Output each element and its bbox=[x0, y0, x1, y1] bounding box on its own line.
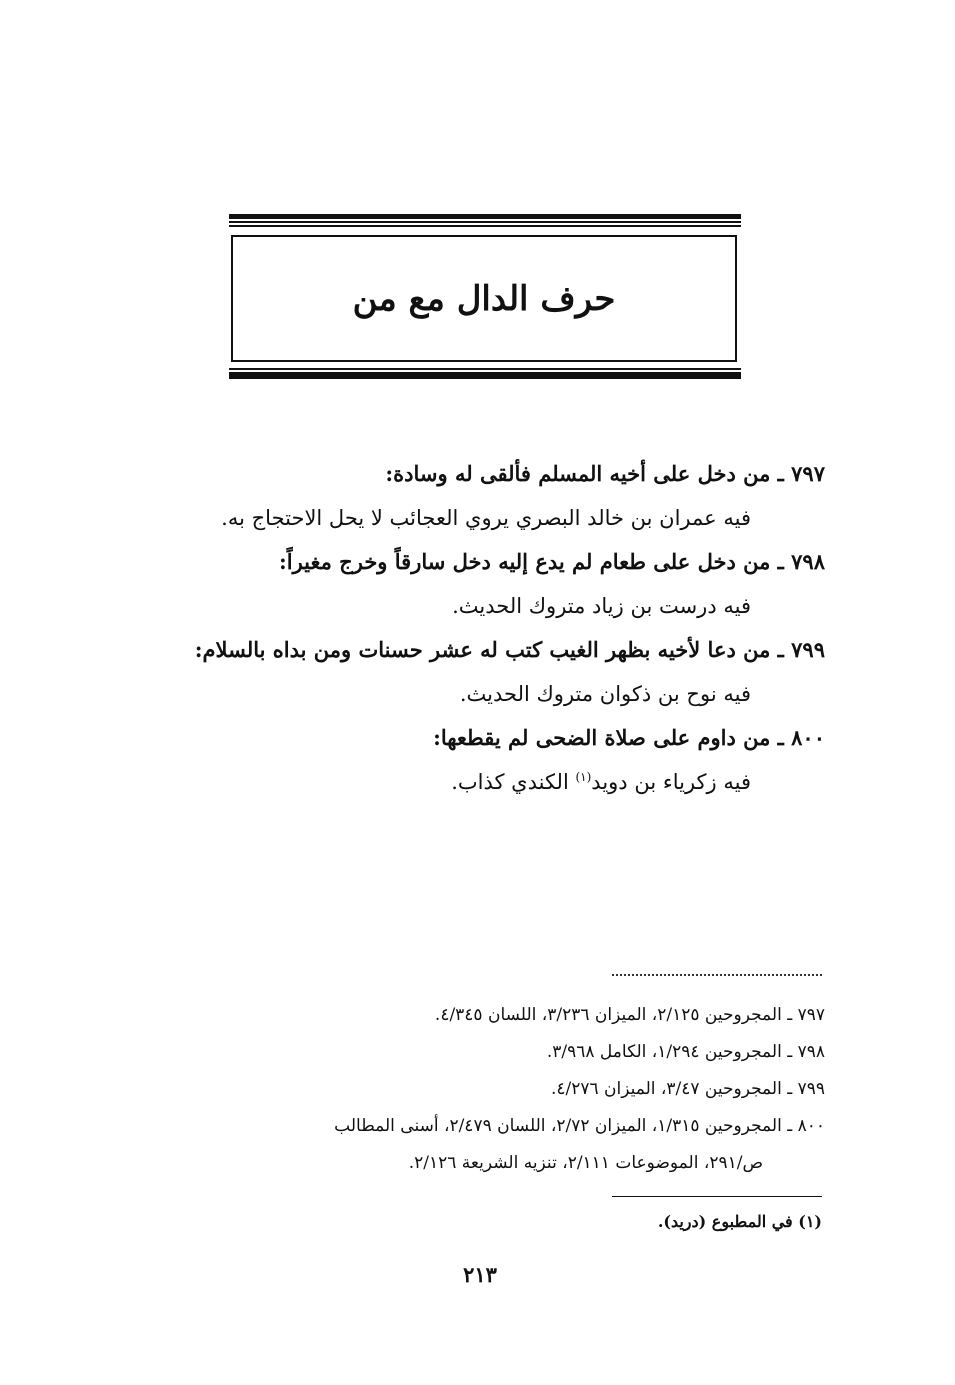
heading-top-rules bbox=[229, 214, 741, 227]
entry-dash: ـ bbox=[770, 637, 784, 662]
takhrij-number: ٧٩٧ bbox=[797, 1005, 825, 1025]
hadith-entry-800 bbox=[120, 716, 825, 760]
hadith-note-797: فيه عمران بن خالد البصري يروي العجائب لا يحل الاحتجاج به. bbox=[221, 506, 751, 530]
hadith-text: من دخل على أخيه المسلم فألقى له وسادة: bbox=[385, 461, 771, 486]
takhrij-number: ٨٠٠ bbox=[797, 1116, 825, 1136]
footnote-rule bbox=[612, 1196, 822, 1197]
takhrij-797: ٧٩٧ ـ المجروحين ٢/١٢٥، الميزان ٣/٢٣٦، اللسان ٤/٣٤٥. bbox=[434, 1005, 825, 1025]
entry-number: ٧٩٧ bbox=[791, 461, 825, 486]
takhrij-text: المجروحين ٣/٤٧، الميزان ٤/٢٧٦. bbox=[550, 1079, 782, 1099]
footnote: (١) في المطبوع (دريد). bbox=[657, 1212, 822, 1231]
takhrij-text: المجروحين ١/٢٩٤، الكامل ٣/٩٦٨. bbox=[546, 1042, 782, 1062]
hadith-note-798: فيه درست بن زياد متروك الحديث. bbox=[452, 594, 751, 618]
takhrij-799: ٧٩٩ ـ المجروحين ٣/٤٧، الميزان ٤/٢٧٦. bbox=[550, 1079, 825, 1099]
hadith-note-800 bbox=[120, 760, 825, 804]
hadith-entry-799 bbox=[120, 628, 825, 672]
hadith-note-799: فيه نوح بن ذكوان متروك الحديث. bbox=[459, 682, 751, 706]
takhrij-800: ٨٠٠ ـ المجروحين ١/٣١٥، الميزان ٢/٧٢، اللسان ٢/٤٧٩، أسنى المطالب bbox=[334, 1116, 825, 1136]
chapter-title: حرف الدال مع من bbox=[352, 278, 616, 319]
entry-dash: ـ bbox=[770, 549, 784, 574]
hadith-entry-797 bbox=[120, 452, 825, 496]
takhrij-text: المجروحين ٢/١٢٥، الميزان ٣/٢٣٦، اللسان ٤/٣٤٥. bbox=[434, 1005, 782, 1025]
note-text: فيه زكرياء بن دويد bbox=[591, 770, 751, 794]
takhrij-800-continuation: ص/٢٩١، الموضوعات ٢/١١١، تنزيه الشريعة ٢/١٢٦. bbox=[408, 1153, 763, 1173]
takhrij-text: المجروحين ١/٣١٥، الميزان ٢/٧٢، اللسان ٢/٤٧٩، أسنى المطالب bbox=[334, 1116, 782, 1136]
hadith-text: من دخل على طعام لم يدع إليه دخل سارقاً وخرج مغيراً: bbox=[278, 549, 771, 574]
entry-number: ٧٩٩ bbox=[791, 637, 825, 662]
hadith-text: من دعا لأخيه بظهر الغيب كتب له عشر حسنات ومن بداه بالسلام: bbox=[194, 637, 771, 662]
takhrij-references bbox=[120, 997, 825, 1182]
takhrij-number: ٧٩٩ bbox=[797, 1079, 825, 1099]
hadith-text: من داوم على صلاة الضحى لم يقطعها: bbox=[433, 725, 771, 750]
entry-dash: ـ bbox=[770, 725, 784, 750]
dotted-separator bbox=[612, 974, 822, 976]
hadith-entry-798 bbox=[120, 540, 825, 584]
entry-dash: ـ bbox=[770, 461, 784, 486]
note-text: الكندي كذاب. bbox=[451, 770, 576, 794]
takhrij-798: ٧٩٨ ـ المجروحين ١/٢٩٤، الكامل ٣/٩٦٨. bbox=[546, 1042, 825, 1062]
heading-bottom-rules bbox=[229, 366, 741, 379]
entry-number: ٨٠٠ bbox=[791, 725, 825, 750]
page-number: ٢١٣ bbox=[463, 1262, 497, 1287]
takhrij-number: ٧٩٨ bbox=[797, 1042, 825, 1062]
entry-number: ٧٩٨ bbox=[791, 549, 825, 574]
footnote-ref[interactable]: (١) bbox=[575, 770, 592, 784]
hadith-entries bbox=[120, 452, 825, 804]
chapter-heading-frame bbox=[231, 235, 737, 362]
